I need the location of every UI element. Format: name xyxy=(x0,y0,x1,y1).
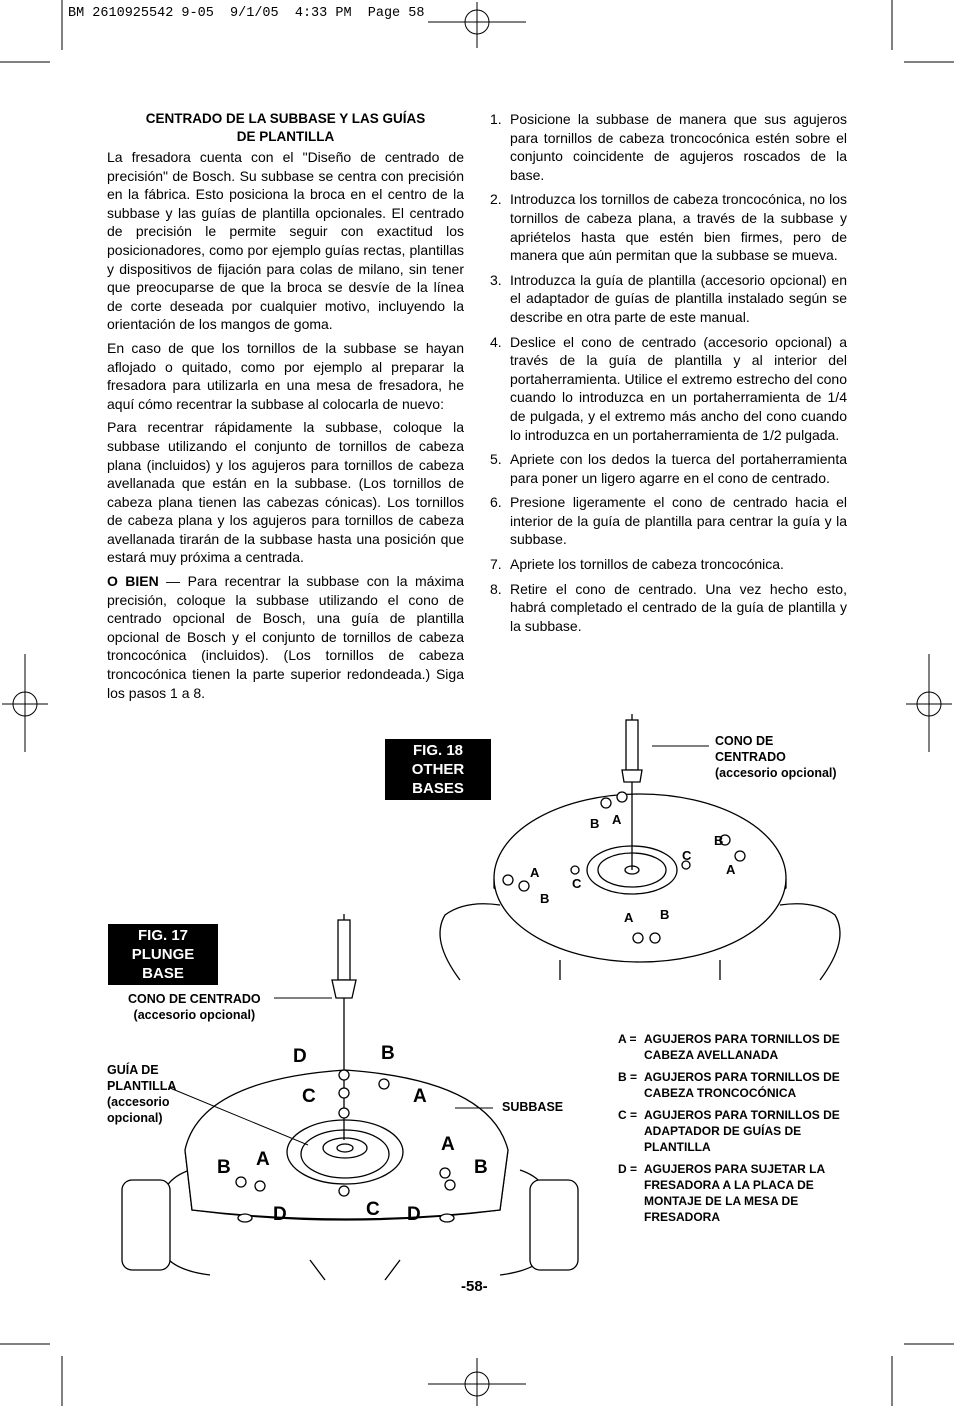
step-item xyxy=(490,450,847,487)
step-number: 4. xyxy=(490,333,502,350)
step-item xyxy=(490,110,847,184)
heading-line-2: DE PLANTILLA xyxy=(236,129,335,144)
step-number: 6. xyxy=(490,494,502,511)
fig18-label-b: B xyxy=(660,907,670,922)
fig17-drawing xyxy=(100,910,610,1285)
fig18-label-a: A xyxy=(612,812,622,827)
fig17-label-c: C xyxy=(366,1199,380,1220)
fig17-guide-line1: GUÍA DE xyxy=(107,1063,159,1077)
step-text: Introduzca los tornillos de cabeza troncocónica, no los tornillos de cabeza plana, a través de la subbase y apriételos hasta que estén bien firmes, pero de manera que aún permitan que la subbase se mueva. xyxy=(510,191,847,264)
step-number: 5. xyxy=(490,451,502,468)
step-text: Introduzca la guía de plantilla (accesorio opcional) en el adaptador de guías de plantilla instalado según se describe en otra parte de este manual. xyxy=(510,271,847,325)
fig17-guide-label xyxy=(107,1062,176,1126)
paragraph-quick-recenter: Para recentrar rápidamente la subbase, coloque la subbase utilizando el conjunto de tornillos de cabeza plana (incluidos) y los agujeros para tornillos de cabeza avellanada que están en la subbase. (Los tornillos de cabeza plana tienen las cabezas cónicas). Los tornillos de cabeza plana y los agujeros para tornillos de cabeza avellanada tirarán de la subbase hasta una posición que estará muy próxima a centrada. xyxy=(107,419,464,566)
legend-row-b xyxy=(618,1069,848,1101)
step-number: 7. xyxy=(490,556,502,573)
legend-key: B = xyxy=(618,1070,638,1084)
fig17-cone-line2: (accesorio opcional) xyxy=(133,1008,256,1022)
fig17-label-a: A xyxy=(413,1086,427,1107)
step-item xyxy=(490,333,847,445)
page-number: -58- xyxy=(461,1278,488,1295)
step-number: 2. xyxy=(490,191,502,208)
fig18-label-c: C xyxy=(572,876,582,891)
step-text: Retire el cono de centrado. Una vez hecho esto, habrá completado el centrado de la guía de plantilla y la subbase. xyxy=(510,580,847,634)
fig18-label-a: A xyxy=(726,862,736,877)
fig17-label-d: D xyxy=(407,1204,421,1225)
fig18-label-a: A xyxy=(530,865,540,880)
fig17-label-b: B xyxy=(474,1157,488,1178)
fig18-label-c: C xyxy=(682,848,692,863)
hole-legend xyxy=(618,1031,848,1231)
fig17-guide-line4: opcional) xyxy=(107,1111,163,1125)
step-number: 1. xyxy=(490,111,502,127)
legend-key: D = xyxy=(618,1162,638,1176)
o-bien-lead: O BIEN xyxy=(107,573,159,590)
fig17-label-d: D xyxy=(273,1204,287,1225)
step-text: Posicione la subbase de manera que sus agujeros para tornillos de cabeza troncocónica estén sobre el conjunto coincidente de agujeros roscados de la base. xyxy=(510,111,847,183)
step-item xyxy=(490,493,847,549)
step-item xyxy=(490,190,847,264)
fig18-title-line2: OTHER BASES xyxy=(411,761,465,797)
fig17-guide-line2: PLANTILLA xyxy=(107,1079,177,1093)
legend-text: AGUJEROS PARA TORNILLOS DE ADAPTADOR DE GUÍAS DE PLANTILLA xyxy=(644,1108,840,1154)
paragraph-precision: La fresadora cuenta con el "Diseño de centrado de precisión" de Bosch. Su subbase se centra con precisión en la fábrica. Esto posiciona la broca en el centro de la subbase y las guías de plantilla opcionales. El centrado de precisión le permite seguir con exactitud los posicionadores, como por ejemplo guías rectas, plantillas y dispositivos de fijación para colas de milano, sin tener que preocuparse de que la broca se desvíe de la línea de corte deseada por cualquier motivo, incluyendo la orientación de los mangos de goma. xyxy=(107,149,464,333)
left-column xyxy=(107,110,464,707)
fig17-label-b: B xyxy=(381,1043,395,1064)
section-heading xyxy=(107,110,464,146)
fig17-title-line2: PLUNGE BASE xyxy=(131,946,195,982)
fig17-label-c: C xyxy=(302,1086,316,1107)
legend-row-c xyxy=(618,1107,848,1155)
step-text: Apriete con los dedos la tuerca del portaherramienta para poner un ligero agarre en el cono de centrado. xyxy=(510,451,847,486)
fig18-label-b: B xyxy=(590,816,600,831)
step-text: Apriete los tornillos de cabeza troncocónica. xyxy=(510,556,784,573)
fig18-cone-line2: CENTRADO xyxy=(715,750,786,764)
step-text: Presione ligeramente el cono de centrado hacia el interior de la guía de plantilla para centrar la guía y la subbase. xyxy=(510,494,847,548)
step-item xyxy=(490,580,847,636)
paragraph-loosened: En caso de que los tornillos de la subbase se hayan aflojado o quitado, como por ejemplo al preparar la fresadora para utilizarla en una mesa de fresadora, he aquí cómo recentrar la subbase al colocarla de nuevo: xyxy=(107,339,464,412)
legend-text: AGUJEROS PARA TORNILLOS DE CABEZA AVELLANADA xyxy=(644,1032,840,1062)
legend-text: AGUJEROS PARA TORNILLOS DE CABEZA TRONCOCÓNICA xyxy=(644,1070,840,1100)
fig18-title-line1: FIG. 18 xyxy=(412,742,464,759)
fig17-title-line1: FIG. 17 xyxy=(137,927,189,944)
heading-line-1: CENTRADO DE LA SUBBASE Y LAS GUÍAS xyxy=(145,111,426,126)
fig17-cone-line1: CONO DE CENTRADO xyxy=(128,992,261,1006)
fig17-subbase-label: SUBBASE xyxy=(502,1100,564,1114)
o-bien-text: — Para recentrar la subbase con la máxima precisión, coloque la subbase utilizando el cono de centrado opcional de Bosch, una guía de plantilla opcional de Bosch y el conjunto de tornillos de cabeza troncocónica (incluidos). (Los tornillos de cabeza troncocónica tienen la parte superior redondeada.) Siga los pasos 1 a 8. xyxy=(107,573,465,701)
step-text: Deslice el cono de centrado (accesorio opcional) a través de la guía de plantilla y al interior del portaherramienta. Utilice el extremo estrecho del cono cuando lo introduzca en un portaherramienta de 1/4 de pulgada, y el extremo más ancho del cono cuando lo introduzca en un portaherramienta de 1/2 pulgada. xyxy=(510,333,847,443)
steps-list xyxy=(490,110,847,641)
step-number: 3. xyxy=(490,271,502,288)
step-item xyxy=(490,271,847,327)
legend-key: A = xyxy=(618,1032,637,1046)
fig17-label-a: A xyxy=(256,1149,270,1170)
fig18-cone-line1: CONO DE xyxy=(715,734,774,748)
fig18-label-b: B xyxy=(714,833,724,848)
legend-text: AGUJEROS PARA SUJETAR LA FRESADORA A LA PLACA DE MONTAJE DE LA MESA DE FRESADORA xyxy=(644,1162,825,1224)
fig18-cone-label xyxy=(715,733,837,781)
paragraph-alternative xyxy=(107,572,464,702)
step-number: 8. xyxy=(490,580,502,597)
fig18-label-b: B xyxy=(540,891,550,906)
fig17-label-d: D xyxy=(293,1046,307,1067)
legend-row-a xyxy=(618,1031,848,1063)
step-item xyxy=(490,555,847,574)
fig17-guide-line3: (accesorio xyxy=(107,1095,170,1109)
fig18-cone-line3: (accesorio opcional) xyxy=(715,766,837,780)
fig17-label-a: A xyxy=(441,1134,455,1155)
print-slug: BM 2610925542 9-05 9/1/05 4:33 PM Page 58 xyxy=(68,6,425,21)
legend-key: C = xyxy=(618,1108,638,1122)
fig17-label-b: B xyxy=(217,1157,231,1178)
fig17-cone-label xyxy=(128,991,261,1023)
fig18-label-a: A xyxy=(624,910,634,925)
legend-row-d xyxy=(618,1161,848,1225)
